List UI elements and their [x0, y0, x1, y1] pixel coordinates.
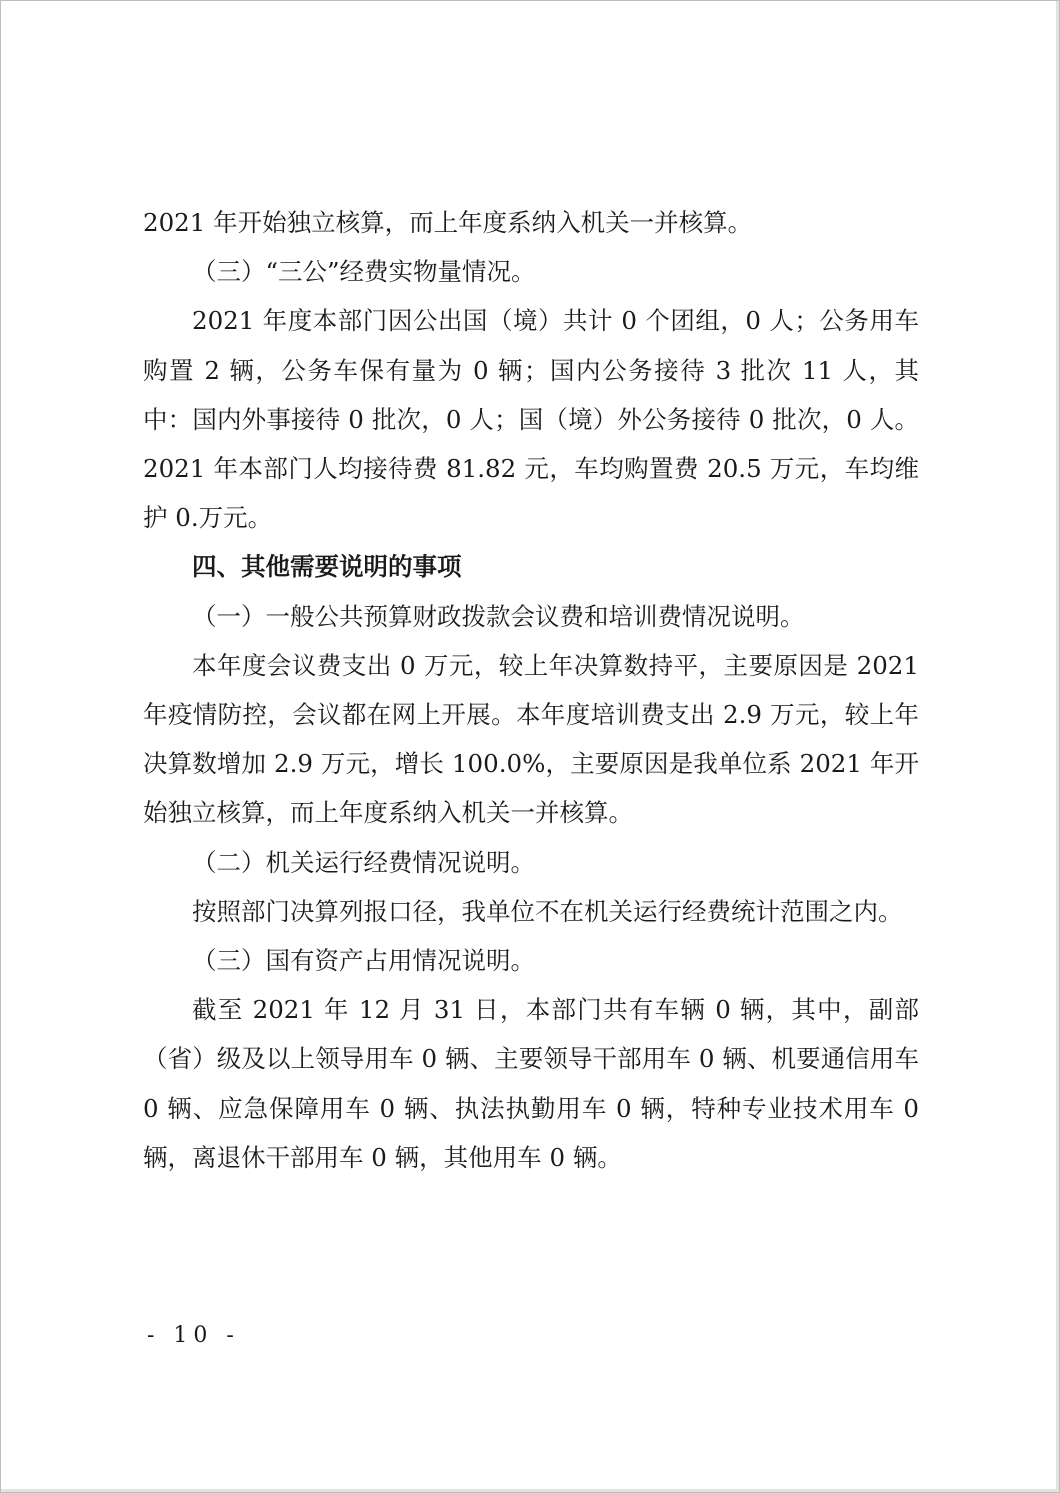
- subheading-meeting-training-fees: （一）一般公共预算财政拨款会议费和培训费情况说明。: [192, 601, 805, 631]
- paragraph-state-assets: 截至 2021 年 12 月 31 日，本部门共有车辆 0 辆，其中，副部（省）级及以上领导用车 0 辆、主要领导干部用车 0 辆、机要通信用车 0 辆、应急保障用车 0 辆、执法执勤用车 0 辆，特种专业技术用车 0 辆，离退休干部用车 0 辆，其他用车 0 辆。: [143, 995, 919, 1172]
- continued-paragraph: 2021 年开始独立核算，而上年度系纳入机关一并核算。: [143, 208, 753, 237]
- section-heading-other-matters: 四、其他需要说明的事项: [192, 552, 462, 582]
- paragraph-meeting-training-fees: 本年度会议费支出 0 万元，较上年决算数持平，主要原因是 2021 年疫情防控，会议都在网上开展。本年度培训费支出 2.9 万元，较上年决算数增加 2.9 万元，增长 100.0%，主要原因是我单位系 2021 年开始独立核算，而上年度系纳入机关一并核算。: [143, 650, 919, 828]
- paragraph-three-public-details: 2021 年度本部门因公出国（境）共计 0 个团组，0 人；公务用车购置 2 辆，公务车保有量为 0 辆；国内公务接待 3 批次 11 人，其中：国内外事接待 0 批次，0 人；国（境）外公务接待 0 批次，0 人。2021 年本部门人均接待费 81.82 元，车均购置费 20.5 万元，车均维护 0.万元。: [143, 306, 919, 533]
- page-number: - 10 -: [147, 1323, 240, 1348]
- subheading-operating-expenses: （二）机关运行经费情况说明。: [192, 847, 535, 877]
- page-body: [143, 198, 919, 1182]
- subheading-state-assets: （三）国有资产占用情况说明。: [192, 946, 535, 976]
- paragraph-operating-expenses: 按照部门决算列报口径，我单位不在机关运行经费统计范围之内。: [192, 896, 903, 926]
- subheading-three-public-quantities: （三）“三公”经费实物量情况。: [192, 257, 536, 287]
